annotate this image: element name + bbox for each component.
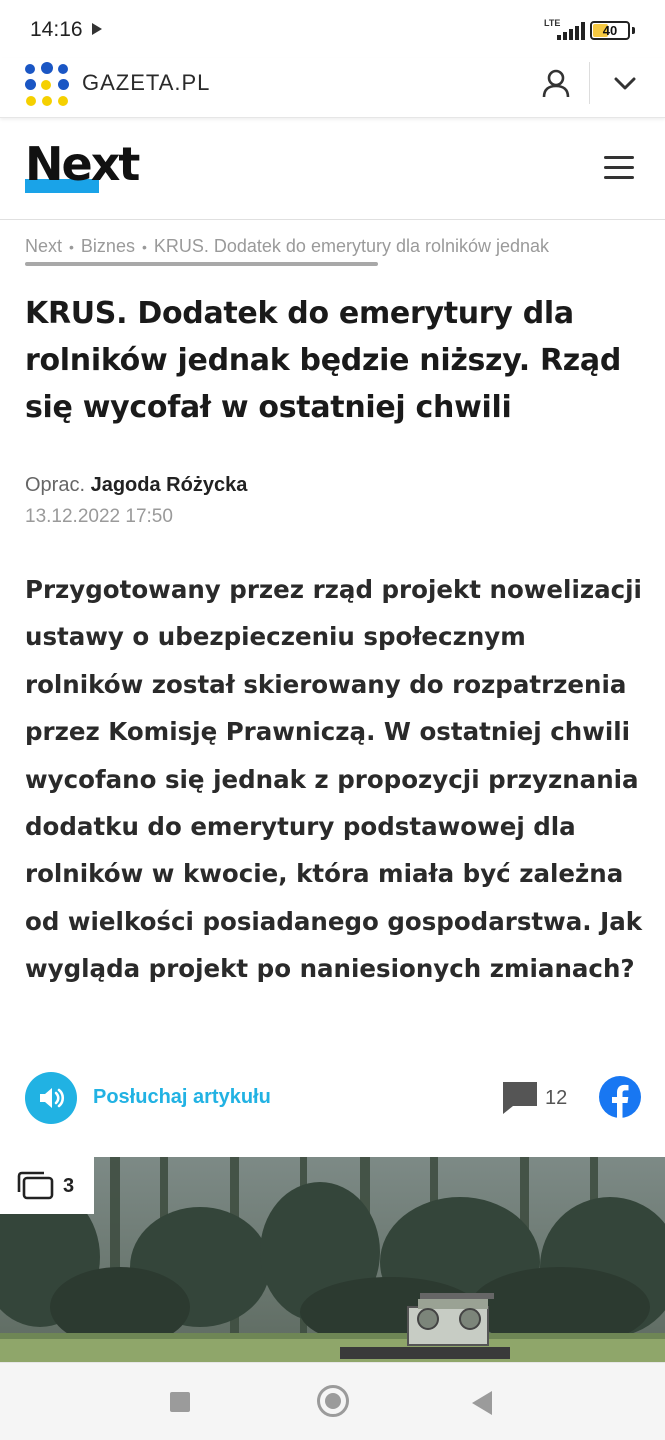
breadcrumb-item-next[interactable]: Next: [25, 236, 63, 256]
comments-icon[interactable]: [501, 1080, 539, 1116]
gallery-badge[interactable]: [0, 1157, 94, 1214]
section-logo[interactable]: Next: [25, 137, 139, 191]
breadcrumb: Next • Biznes • KRUS. Dodatek do emerytury dla rolników jednak: [25, 236, 640, 266]
article-lead: Przygotowany przez rząd projekt nowelizacji ustawy o ubezpieczeniu społecznym rolników został skierowany do rozpatrzenia przez Komisję Prawniczą. W ostatniej chwili wycofano się jednak z propozycji przyznania dodatku do emerytury podstawowej dla rolników w kwocie, która miała być zależna od wielkości posiadanego gospodarstwa. Jak wygląda projekt po naniesionych zmianach?: [25, 575, 643, 984]
byline-prefix: Oprac.: [25, 474, 86, 496]
article-title: KRUS. Dodatek do emerytury dla rolników jednak będzie niższy. Rząd się wycofał w ostatniej chwili: [25, 296, 622, 425]
article-photo[interactable]: [0, 1157, 665, 1362]
battery-icon: [590, 21, 630, 40]
comment-count[interactable]: 12: [545, 1087, 568, 1109]
user-icon: [536, 64, 576, 104]
speaker-icon: [25, 1072, 77, 1124]
hamburger-menu-icon[interactable]: [604, 154, 638, 182]
photo-forest-scene: [0, 1157, 665, 1362]
chevron-down-icon: [605, 64, 645, 104]
recent-apps-button[interactable]: [170, 1392, 190, 1412]
back-button[interactable]: [472, 1391, 492, 1415]
breadcrumb-scrollbar[interactable]: [25, 262, 378, 266]
listen-label[interactable]: Posłuchaj artykułu: [93, 1086, 271, 1108]
gallery-count: 3: [63, 1175, 75, 1197]
site-logo-text[interactable]: GAZETA.PL: [82, 70, 211, 95]
battery-level: 40: [602, 23, 618, 38]
gallery-icon: [16, 1170, 56, 1202]
signal-icon: [555, 22, 585, 40]
section-header: [0, 120, 665, 220]
status-time: 14:16: [30, 18, 83, 41]
media-playing-icon: [92, 23, 102, 35]
listen-button[interactable]: [25, 1072, 77, 1124]
system-nav-bar: [0, 1362, 665, 1440]
breadcrumb-item-article: KRUS. Dodatek do emerytury dla rolników jednak: [153, 236, 550, 256]
gazeta-logo-icon[interactable]: [25, 62, 69, 106]
user-account-button[interactable]: [536, 64, 576, 104]
network-type: LTE: [544, 18, 561, 28]
facebook-share-icon[interactable]: [599, 1076, 641, 1118]
breadcrumb-item-biznes[interactable]: Biznes: [80, 236, 135, 256]
byline: [25, 474, 247, 497]
author-name[interactable]: Jagoda Różycka: [90, 474, 248, 496]
status-bar: [0, 0, 665, 58]
expand-menu-button[interactable]: [605, 64, 645, 104]
home-button[interactable]: [317, 1385, 349, 1417]
site-header: [0, 58, 665, 118]
publish-date: 13.12.2022 17:50: [25, 506, 173, 527]
